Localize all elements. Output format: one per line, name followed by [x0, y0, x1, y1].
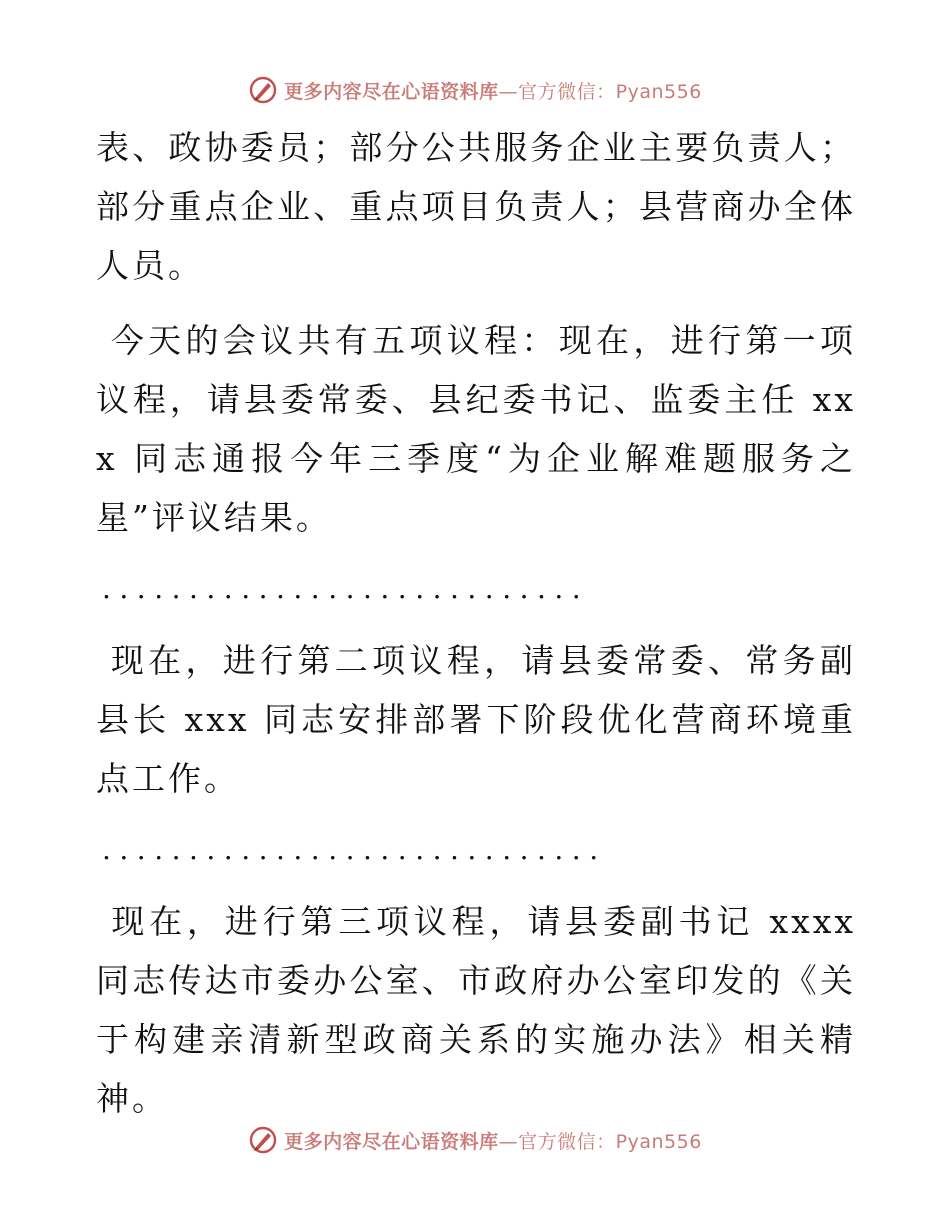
watermark-wechat: 官方微信：Pyan556 [518, 80, 702, 103]
watermark-text [284, 77, 702, 104]
ellipsis-divider-2: ............................. [102, 833, 607, 866]
paragraph-attendees: 表、政协委员；部分公共服务企业主要负责人；部分重点企业、重点项目负责人；县营商办全体人员。 [96, 128, 856, 285]
document-body [96, 118, 870, 1128]
quill-pen-icon [248, 1125, 278, 1155]
paragraph-agenda-item-2: 现在，进行第二项议程，请县委常委、常务副县长 xxx 同志安排部署下阶段优化营商环境重点工作。 [96, 641, 857, 798]
watermark-site-name: 更多内容尽在心语资料库 [284, 80, 499, 103]
footer-watermark [0, 1120, 950, 1160]
header-watermark [0, 70, 950, 110]
footer-watermark-inner [248, 1125, 702, 1155]
watermark-text [284, 1127, 702, 1154]
watermark-site-name: 更多内容尽在心语资料库 [284, 1130, 499, 1153]
spacer [96, 295, 856, 311]
spacer [96, 808, 856, 830]
spacer [96, 609, 856, 631]
watermark-dash: — [498, 1130, 519, 1153]
watermark-wechat: 官方微信：Pyan556 [518, 1130, 702, 1153]
ellipsis-divider-1: ............................ [102, 572, 590, 605]
quill-pen-icon [248, 75, 278, 105]
paragraph-agenda-item-1: 今天的会议共有五项议程：现在，进行第一项议程，请县委常委、县纪委书记、监委主任 xxx 同志通报今年三季度“为企业解难题服务之星”评议结果。 [96, 321, 857, 537]
paragraph-agenda-item-3: 现在，进行第三项议程，请县委副书记 xxxx 同志传达市委办公室、市政府办公室印发的《关于构建亲清新型政商关系的实施办法》相关精神。 [96, 902, 870, 1118]
spacer [96, 870, 856, 892]
spacer [96, 547, 856, 569]
watermark-dash: — [498, 80, 519, 103]
header-watermark-inner [248, 75, 702, 105]
